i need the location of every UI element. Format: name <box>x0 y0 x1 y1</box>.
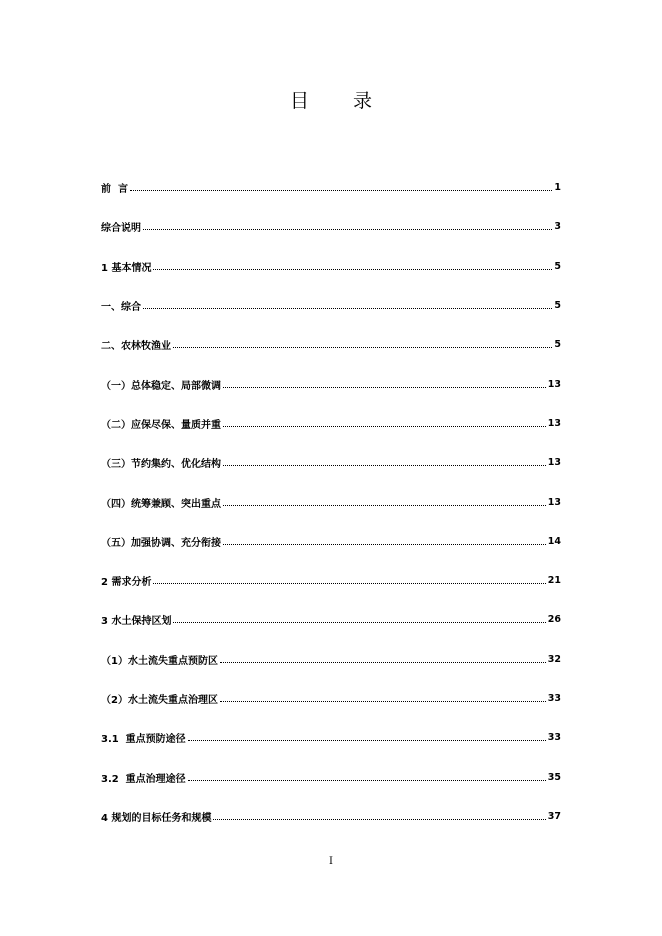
toc-entry-label: （一）总体稳定、局部微调 <box>101 380 221 392</box>
toc-dot-leader <box>213 819 545 820</box>
toc-entry[interactable] <box>101 286 561 325</box>
toc-dot-leader <box>220 701 546 702</box>
footer-page-number: I <box>329 856 333 867</box>
toc-entry[interactable] <box>101 561 561 600</box>
toc-dot-leader <box>153 269 552 270</box>
toc-entry-label: 3 水土保持区划 <box>101 616 172 628</box>
toc-entry[interactable] <box>101 600 561 639</box>
toc-entry-page-number: 21 <box>547 575 561 587</box>
toc-entry-label: 1 基本情况 <box>101 262 152 274</box>
toc-entry-label: （五）加强协调、充分衔接 <box>101 537 221 549</box>
toc-entry-page-number: 13 <box>547 378 561 390</box>
toc-entry-page-number: 1 <box>554 182 561 194</box>
toc-dot-leader <box>223 544 546 545</box>
toc-entry-label: 前 言 <box>101 184 128 196</box>
toc-entry-label: 4 规划的目标任务和规模 <box>101 812 212 824</box>
toc-entry-label: 综合说明 <box>101 223 141 235</box>
toc-entry-page-number: 32 <box>547 653 561 665</box>
toc-entry[interactable] <box>101 247 561 286</box>
toc-entry[interactable] <box>101 522 561 561</box>
title-char-1: 目 <box>289 90 309 112</box>
toc-entry-label: 3.2 重点治理途径 <box>101 773 186 785</box>
toc-entry[interactable] <box>101 482 561 521</box>
toc-entry[interactable] <box>101 757 561 796</box>
toc-entry-page-number: 33 <box>547 732 561 744</box>
toc-entry-page-number: 13 <box>547 496 561 508</box>
toc-entry[interactable] <box>101 364 561 403</box>
toc-dot-leader <box>173 347 552 348</box>
toc-dot-leader <box>188 740 546 741</box>
toc-entry-page-number: 14 <box>547 535 561 547</box>
toc-dot-leader <box>143 229 552 230</box>
toc-entry-page-number: 5 <box>554 339 561 351</box>
toc-entry-page-number: 13 <box>547 457 561 469</box>
toc-entry-page-number: 5 <box>554 260 561 272</box>
toc-entry-page-number: 3 <box>554 221 561 233</box>
toc-entry-page-number: 37 <box>547 810 561 822</box>
toc-entry-label: 二、农林牧渔业 <box>101 341 171 353</box>
toc-entry[interactable] <box>101 325 561 364</box>
toc-dot-leader <box>173 622 545 623</box>
toc-dot-leader <box>130 190 552 191</box>
toc-entry-label: （二）应保尽保、量质并重 <box>101 419 221 431</box>
toc-dot-leader <box>153 583 545 584</box>
toc-entry[interactable] <box>101 797 561 836</box>
toc-entry-label: 2 需求分析 <box>101 577 152 589</box>
page-title <box>0 86 662 113</box>
toc-dot-leader <box>223 426 546 427</box>
toc-entry[interactable] <box>101 443 561 482</box>
toc-entry-page-number: 35 <box>547 771 561 783</box>
table-of-contents <box>101 168 561 836</box>
toc-entry-page-number: 26 <box>547 614 561 626</box>
toc-dot-leader <box>223 387 546 388</box>
toc-entry-label: （1）水土流失重点预防区 <box>101 655 218 667</box>
toc-entry[interactable] <box>101 207 561 246</box>
toc-dot-leader <box>188 780 546 781</box>
title-char-2: 录 <box>353 90 373 112</box>
toc-entry-label: 3.1 重点预防途径 <box>101 734 186 746</box>
toc-entry[interactable] <box>101 679 561 718</box>
toc-dot-leader <box>220 662 546 663</box>
toc-entry[interactable] <box>101 168 561 207</box>
toc-entry[interactable] <box>101 718 561 757</box>
toc-entry-label: （四）统筹兼顾、突出重点 <box>101 498 221 510</box>
toc-entry[interactable] <box>101 404 561 443</box>
toc-entry-label: （2）水土流失重点治理区 <box>101 695 218 706</box>
toc-entry-page-number: 5 <box>554 300 561 312</box>
toc-dot-leader <box>223 465 546 466</box>
toc-dot-leader <box>143 308 552 309</box>
toc-entry-page-number: 13 <box>547 417 561 429</box>
toc-entry-page-number: 33 <box>547 693 561 704</box>
toc-entry-label: （三）节约集约、优化结构 <box>101 459 221 471</box>
toc-dot-leader <box>223 505 546 506</box>
toc-entry-label: 一、综合 <box>101 302 141 314</box>
toc-entry[interactable] <box>101 640 561 679</box>
